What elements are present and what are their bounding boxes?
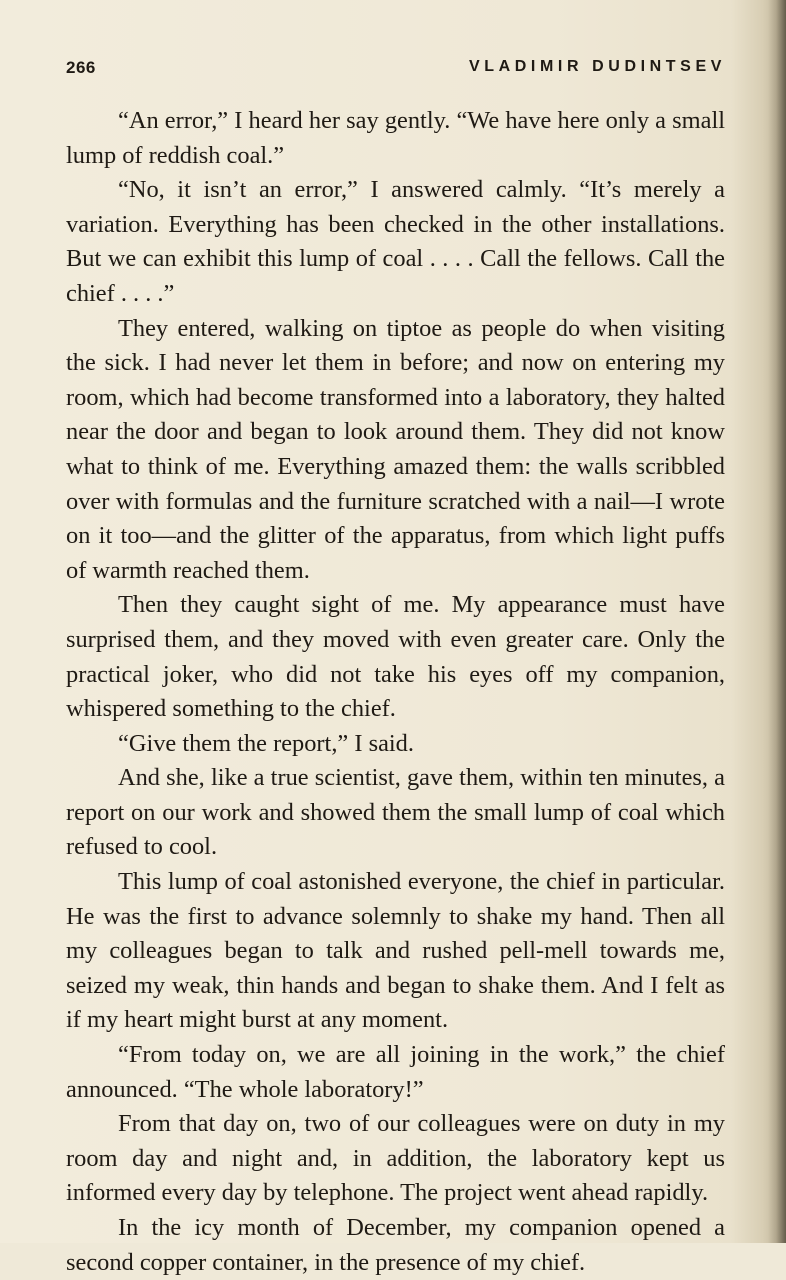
- paragraph: “Give them the report,” I said.: [118, 729, 414, 757]
- paragraph: And she, like a true scientist, gave them, within ten minutes, a report on our work and showed them the small lump of coal which refused to cool.: [66, 764, 725, 861]
- paragraph: “From today on, we are all joining in the work,” the chief announced. “The whole laboratory!”: [66, 1041, 725, 1103]
- body-text: [66, 104, 725, 1280]
- paragraph: In the icy month of December, my companion opened a second copper container, in the presence of my chief.: [66, 1214, 725, 1276]
- page-binding-shadow: [768, 0, 786, 1243]
- page-number: 266: [66, 58, 96, 77]
- running-head: VLADIMIR DUDINTSEV: [468, 58, 726, 75]
- paragraph: “An error,” I heard her say gently. “We have here only a small lump of reddish coal.”: [66, 107, 725, 169]
- paragraph: From that day on, two of our colleagues were on duty in my room day and night and, in addition, the laboratory kept us informed every day by telephone. The project went ahead rapidly.: [66, 1110, 725, 1207]
- paragraph: Then they caught sight of me. My appearance must have surprised them, and they moved with even greater care. Only the practical joker, who did not take his eyes off my companion, whispered something to the chief.: [66, 591, 725, 723]
- paragraph: They entered, walking on tiptoe as people do when visiting the sick. I had never let them in before; and now on entering my room, which had become transformed into a laboratory, they halted near the door and began to look around them. They did not know what to think of me. Everything amazed them: the walls scribbled over with formulas and the furniture scratched with a nail—I wrote on it too—and the glitter of the apparatus, from which light puffs of warmth reached them.: [66, 314, 725, 584]
- paragraph: This lump of coal astonished everyone, the chief in particular. He was the first to advance solemnly to shake my hand. Then all my colleagues began to talk and rushed pell-mell towards me, seized my weak, thin hands and began to shake them. And I felt as if my heart might burst at any moment.: [66, 868, 725, 1034]
- page-header: [66, 58, 726, 84]
- paragraph: “No, it isn’t an error,” I answered calmly. “It’s merely a variation. Everything has been checked in the other installations. But we can exhibit this lump of coal . . . . Call the fellows. Call the chief . . . .”: [66, 176, 725, 307]
